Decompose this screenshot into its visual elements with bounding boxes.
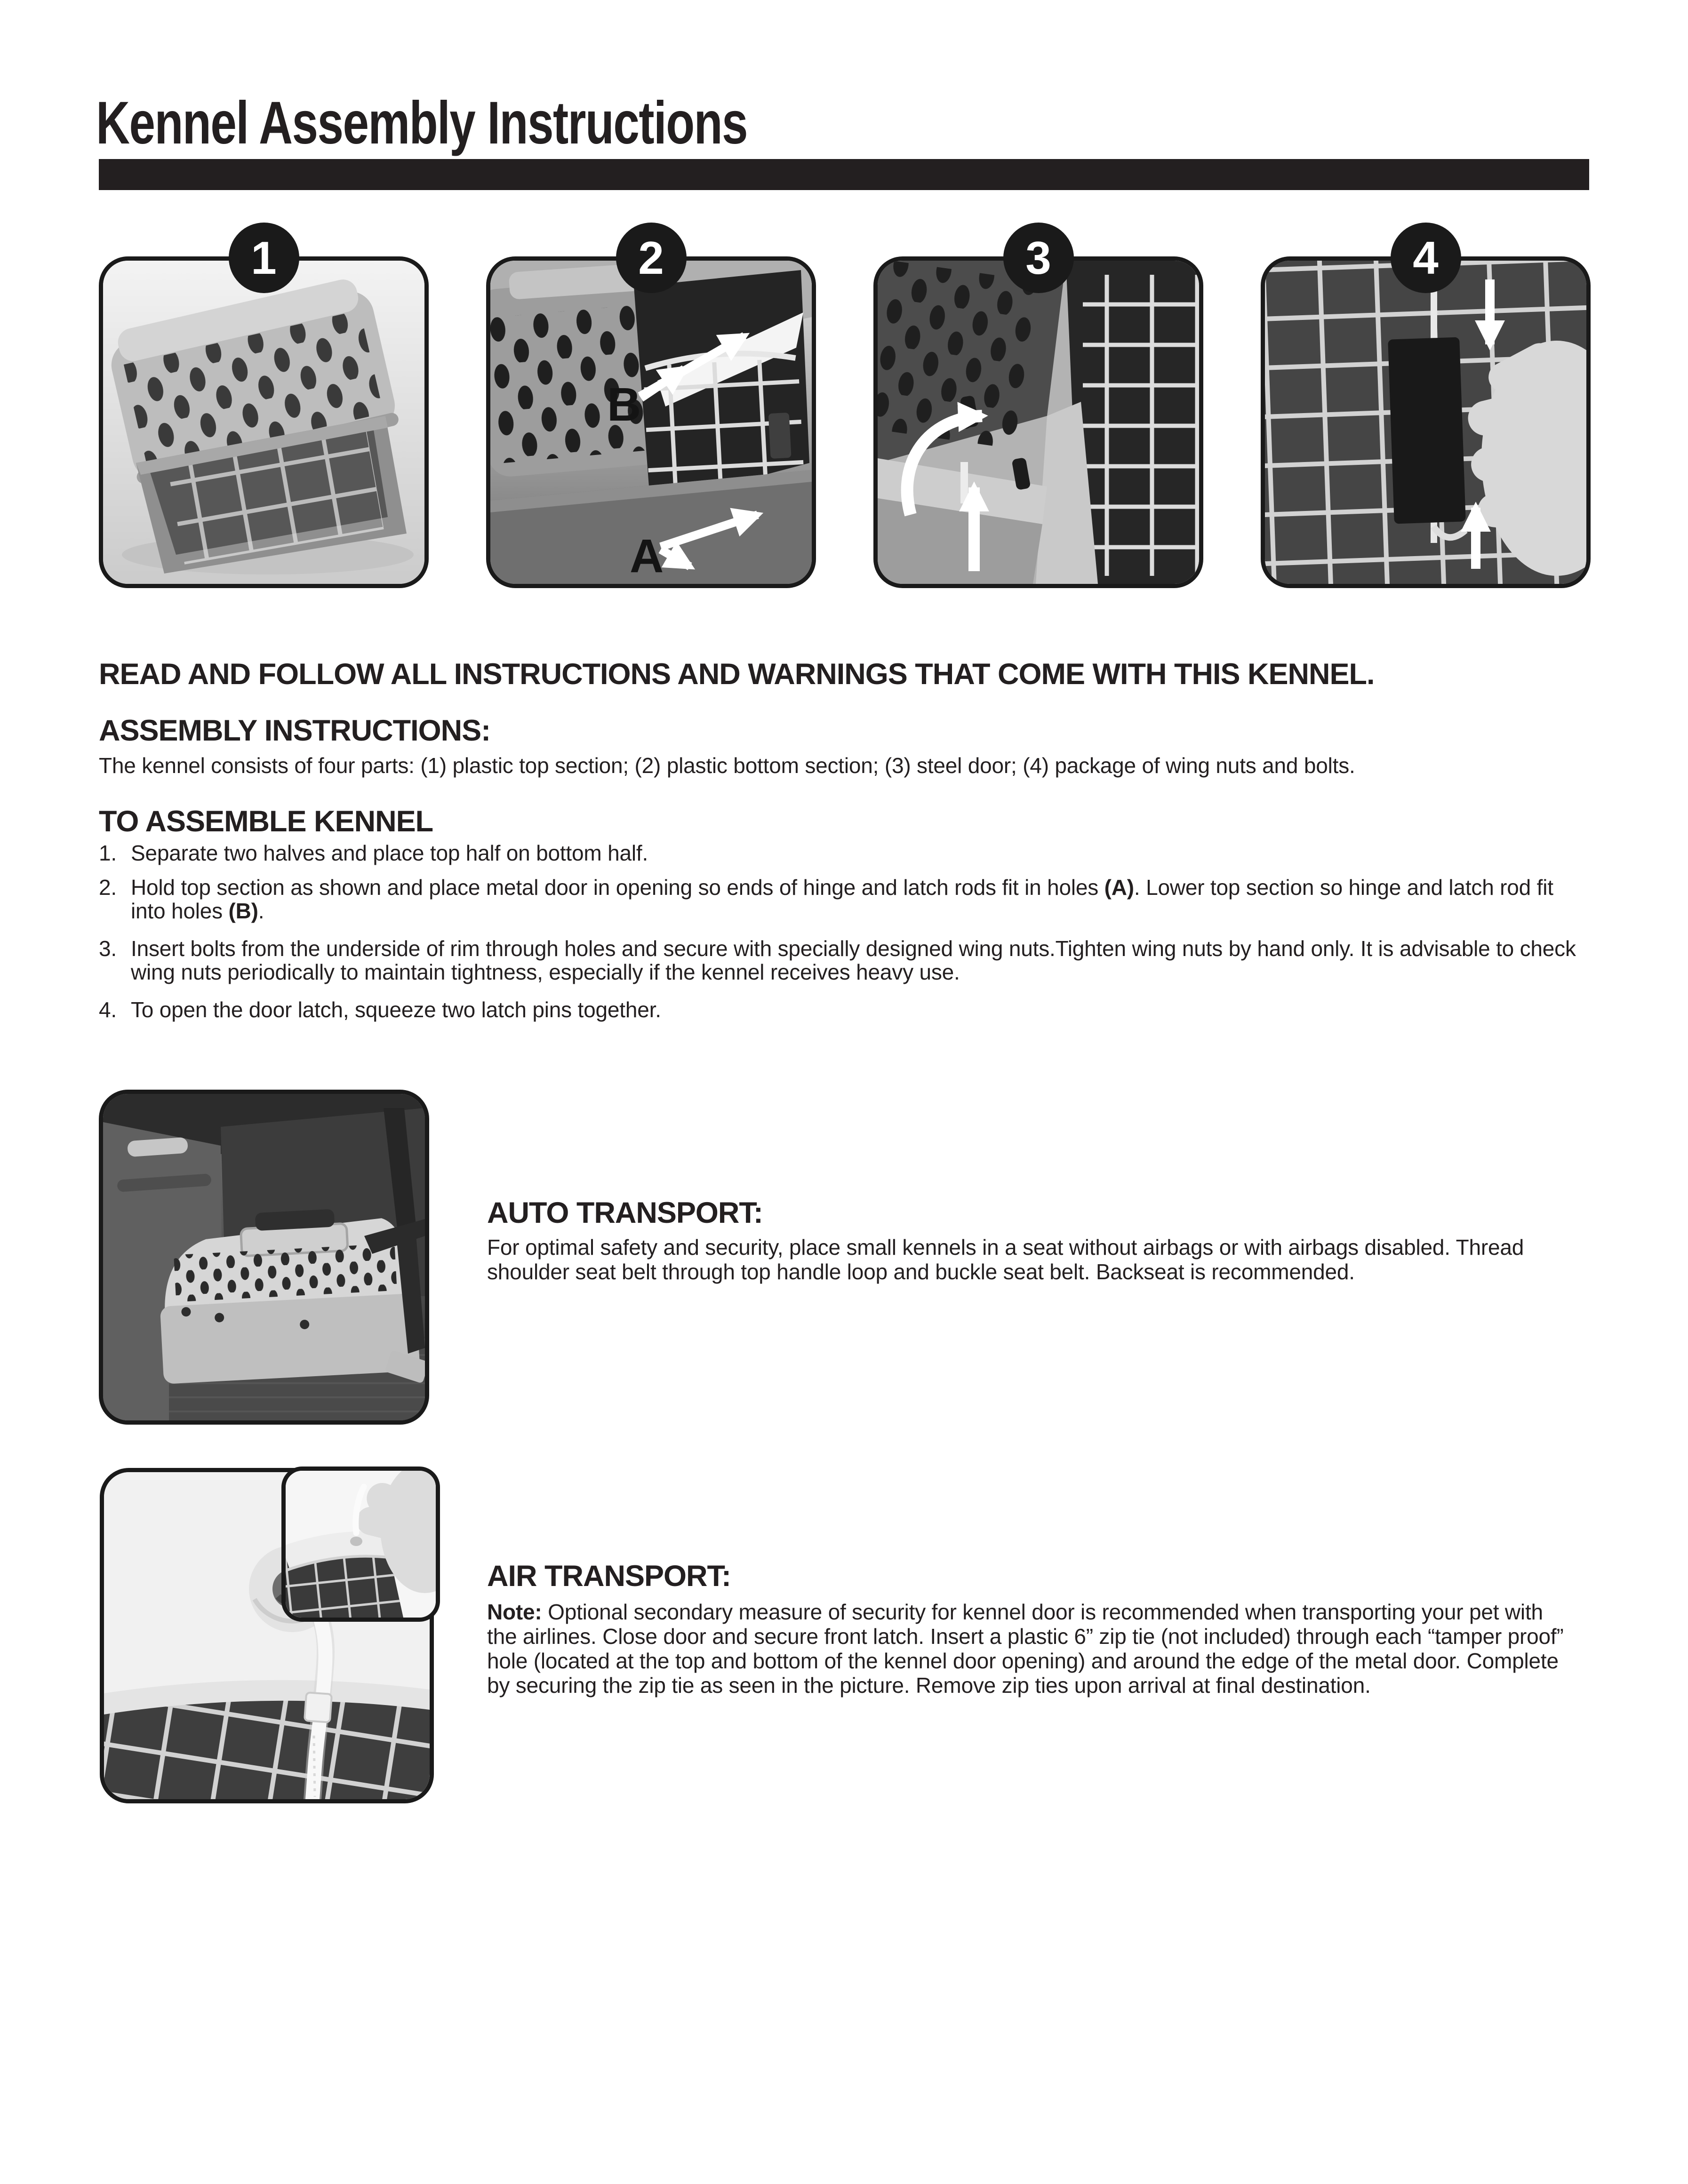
- step-photo-1-frame: [99, 256, 429, 588]
- page-title-text: Kennel Assembly Instructions: [96, 89, 748, 157]
- air-note-body: Optional secondary measure of security for kennel door is recommended when transporting your pet with the airlines. Close door and secure front latch. Insert a plastic 6” zip tie (not included) through each “tamper proof” hole (located at the top and bottom of the kennel door opening) and around the edge of the metal door. Complete by securing the zip tie as seen in the picture. Remove zip ties upon arrival at final destination.: [487, 1600, 1564, 1698]
- step-number-badge-1: [229, 223, 299, 293]
- latch-pins-photo: [1265, 261, 1586, 584]
- step-2-text-a: Hold top section as shown and place metal door in opening so ends of hinge and latch rods fit in holes: [131, 875, 1104, 900]
- step-photo-4: [1261, 231, 1591, 588]
- step-2-text: [131, 876, 1588, 923]
- step-2-text-b: . Lower top section so hinge and latch rod fit into holes: [131, 875, 1553, 923]
- step-2-number: 2.: [99, 875, 117, 900]
- step-2-label-b-ref: (B): [228, 899, 258, 923]
- assemble-step-2: [99, 876, 1588, 923]
- zip-tie-insert-photo: [286, 1471, 436, 1618]
- step-2-text-c: .: [258, 899, 264, 923]
- tamper-proof-hole: [350, 1537, 362, 1546]
- step-number-4: 4: [1413, 231, 1439, 284]
- step-number-2: 2: [638, 231, 664, 284]
- step-photo-1: [99, 231, 429, 588]
- zip-tie-head: [304, 1692, 332, 1722]
- step-4-number: 4.: [99, 997, 117, 1022]
- step-photo-2-frame: [486, 256, 816, 588]
- step-number-badge-2: [616, 223, 687, 293]
- page-title: [96, 88, 931, 158]
- kennel-in-car-photo: [103, 1094, 425, 1420]
- step-3-number: 3.: [99, 936, 117, 961]
- assembly-parts-text: The kennel consists of four parts: (1) plastic top section; (2) plastic bottom section; (3) steel door; (4) package of wing nuts and bolts.: [99, 753, 1355, 778]
- step-2-label-a-ref: (A): [1104, 875, 1134, 900]
- hole-label-b: B: [607, 378, 641, 431]
- bolt: [960, 462, 968, 503]
- wing-nut-photo: [878, 261, 1199, 584]
- air-transport-heading: AIR TRANSPORT:: [487, 1560, 731, 1593]
- hole-label-a: A: [630, 530, 664, 582]
- title-divider-bar: [99, 159, 1589, 190]
- door-grid: [1083, 275, 1199, 576]
- step-4-text: To open the door latch, squeeze two latch pins together.: [131, 997, 661, 1022]
- air-transport-inset-photo: [281, 1467, 440, 1622]
- auto-transport-text: For optimal safety and security, place small kennels in a seat without airbags or with airbags disabled. Thread shoulder seat belt through top handle loop and buckle seat belt. Backseat is recommended.: [487, 1235, 1524, 1284]
- door-placement-photo: [490, 261, 812, 584]
- step-3-text: Insert bolts from the underside of rim through holes and secure with specially designed wing nuts.Tighten wing nuts by hand only. It is advisable to check wing nuts periodically to maintain tightness, especially if the kennel receives heavy use.: [131, 936, 1576, 984]
- assembly-instructions-heading: ASSEMBLY INSTRUCTIONS:: [99, 714, 491, 747]
- step-number-3: 3: [1025, 231, 1051, 284]
- step-number-badge-3: [1003, 223, 1074, 293]
- step-1-number: 1.: [99, 841, 117, 865]
- assemble-step-3: [99, 937, 1588, 984]
- step-number-badge-4: [1391, 223, 1461, 293]
- auto-transport-photo: [99, 1090, 429, 1425]
- step-photo-3-frame: [873, 256, 1203, 588]
- step-photo-2: [486, 231, 816, 588]
- step-photo-3: [873, 231, 1203, 588]
- latch-plate: [1388, 337, 1466, 524]
- assemble-step-1: [99, 841, 1588, 865]
- auto-transport-heading: AUTO TRANSPORT:: [487, 1196, 763, 1229]
- to-assemble-heading: TO ASSEMBLE KENNEL: [99, 805, 433, 838]
- air-note-label: Note:: [487, 1600, 542, 1624]
- door-latch-block: [768, 413, 792, 459]
- air-transport-text: [487, 1600, 1569, 1698]
- step-number-1: 1: [251, 231, 277, 284]
- kennel-halves-photo: [103, 261, 424, 584]
- step-1-text: Separate two halves and place top half on bottom half.: [131, 841, 648, 865]
- warning-heading: READ AND FOLLOW ALL INSTRUCTIONS AND WARNINGS THAT COME WITH THIS KENNEL.: [99, 658, 1375, 691]
- assemble-step-4: [99, 998, 1588, 1021]
- step-photo-4-frame: [1261, 256, 1591, 588]
